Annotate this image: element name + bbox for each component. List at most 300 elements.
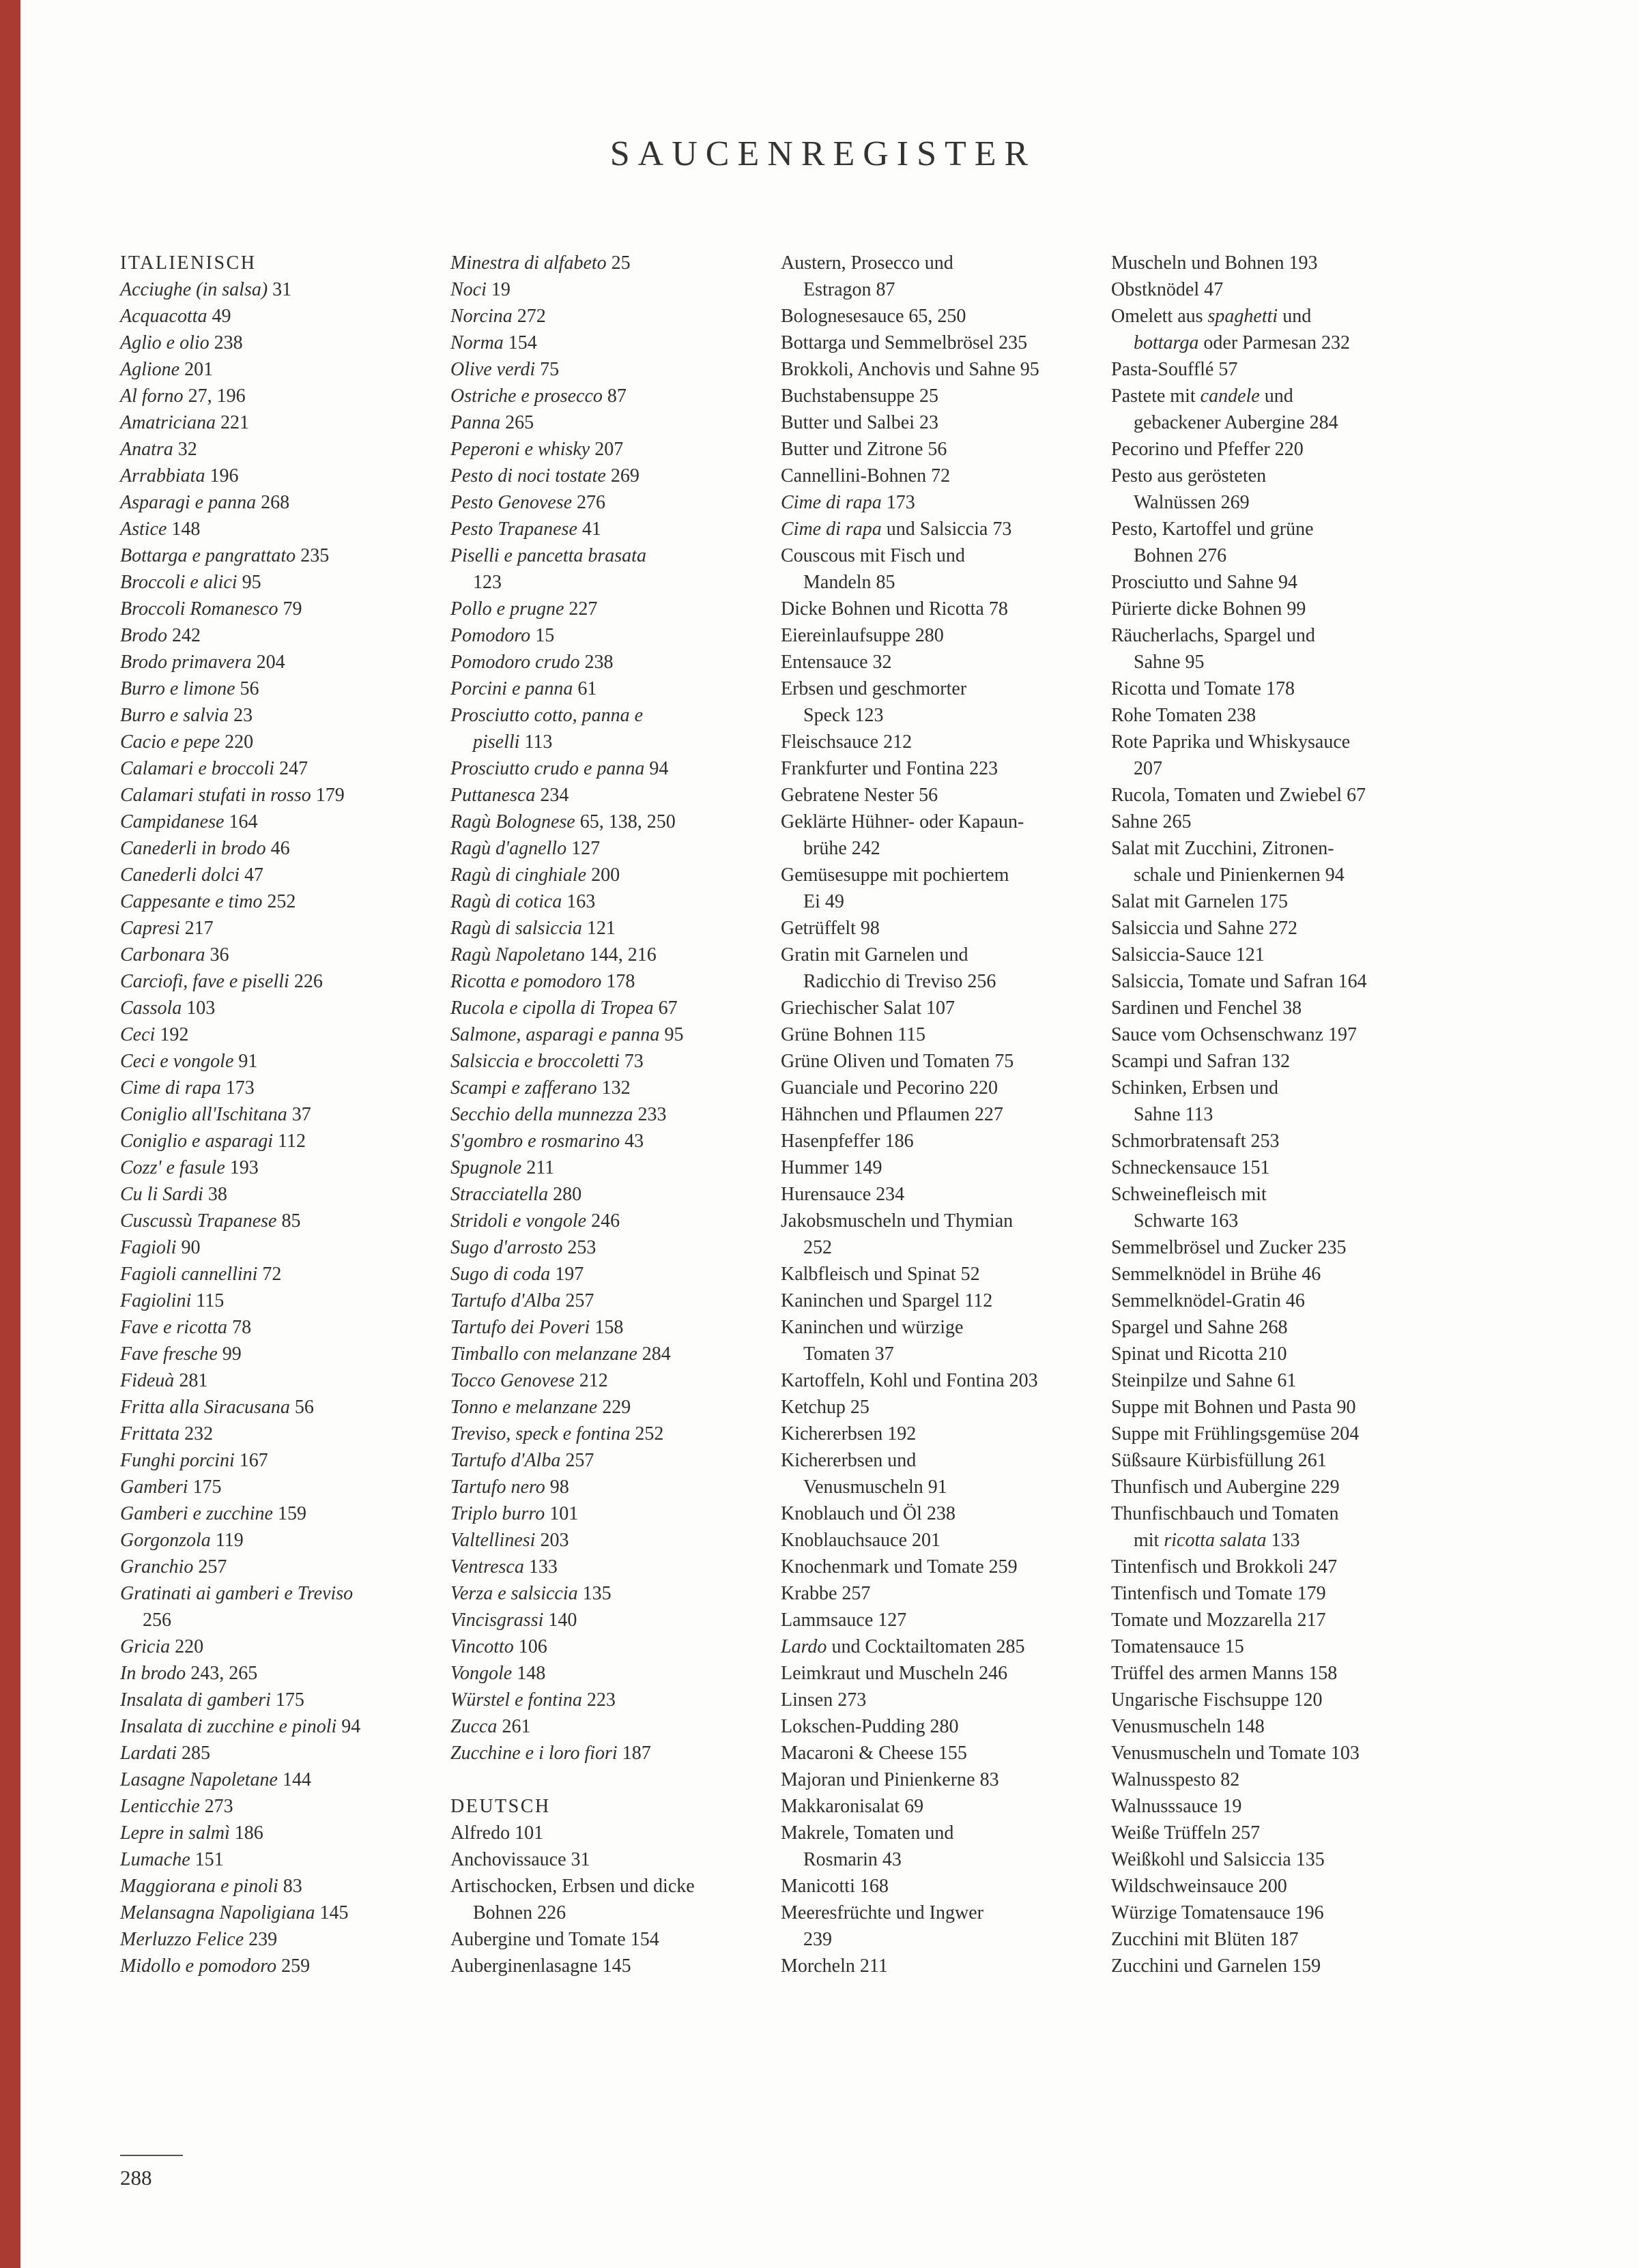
entry-page-ref: 164 [224, 811, 258, 832]
index-entry-line [450, 649, 760, 675]
entry-page-ref: 25 [845, 1397, 870, 1418]
entry-text: Venusmuscheln [803, 1477, 923, 1498]
index-entry-line [781, 782, 1091, 809]
entry-text: Semmelknödel-Gratin [1111, 1290, 1281, 1311]
index-entry-line [120, 729, 430, 755]
index-entry-line [781, 569, 1091, 596]
index-entry-line [450, 1953, 760, 1979]
entry-text: Mandeln [803, 572, 872, 593]
index-entry-line [1111, 1128, 1421, 1154]
entry-page-ref: 201 [907, 1530, 941, 1551]
index-entry-line [120, 1713, 430, 1740]
entry-page-ref: 38 [1278, 998, 1302, 1019]
entry-text: Obstknödel [1111, 279, 1200, 300]
index-entry-line [781, 1341, 1091, 1367]
index-entry-line [1111, 729, 1421, 755]
entry-text: Räucherlachs, Spargel und [1111, 625, 1315, 646]
entry-page-ref: 175 [1254, 891, 1288, 912]
entry-text: Lokschen-Pudding [781, 1716, 925, 1737]
entry-text: brühe [803, 838, 847, 859]
index-entry-line [120, 1500, 430, 1527]
entry-text: Gebratene Nester [781, 785, 915, 806]
entry-page-ref: 87 [602, 386, 627, 407]
index-entry-line [120, 1926, 430, 1953]
index-entry-line [781, 1926, 1091, 1953]
entry-page-ref: 112 [273, 1131, 306, 1152]
index-entry-line [450, 542, 760, 569]
entry-page-ref: 75 [990, 1051, 1014, 1072]
entry-page-ref: 265 [1158, 811, 1192, 832]
entry-text: Broccoli e alici [120, 572, 238, 593]
index-entry-line [450, 1713, 760, 1740]
index-entry-line [450, 1607, 760, 1633]
entry-page-ref: 133 [1266, 1530, 1300, 1551]
entry-text: Tomatensauce [1111, 1636, 1220, 1657]
entry-text: Anchovissauce [450, 1849, 566, 1870]
index-entry-line [781, 1021, 1091, 1048]
index-entry-line [450, 569, 760, 596]
entry-text: Cannellini-Bohnen [781, 465, 927, 486]
entry-text: Burro e limone [120, 678, 235, 699]
index-entry-line [450, 1846, 760, 1873]
entry-text: Radicchio di Treviso [803, 971, 963, 992]
entry-page-ref: 149 [848, 1157, 882, 1178]
index-entry-line [781, 1367, 1091, 1394]
index-entry-line [781, 1633, 1091, 1660]
index-entry-line [1111, 1208, 1421, 1234]
index-entry-line [450, 862, 760, 888]
entry-page-ref: 196 [1290, 1902, 1324, 1923]
entry-page-ref: 113 [1180, 1104, 1213, 1125]
entry-text: Granchio [120, 1556, 194, 1578]
entry-text: Sardinen und Fenchel [1111, 998, 1278, 1019]
entry-page-ref: 25 [914, 386, 938, 407]
entry-page-ref: 192 [155, 1024, 189, 1045]
entry-page-ref: 211 [854, 1956, 888, 1977]
entry-text: Prosciutto und Sahne [1111, 572, 1274, 593]
entry-text: Coniglio all'Ischitana [120, 1104, 287, 1125]
index-entry-line [1111, 622, 1421, 649]
entry-text: Salsiccia, Tomate und Safran [1111, 971, 1334, 992]
index-entry-line [1111, 489, 1421, 516]
entry-page-ref: 46 [1280, 1290, 1305, 1311]
index-entry-line [781, 1607, 1091, 1633]
index-entry-line [1111, 276, 1421, 303]
entry-page-ref: 281 [174, 1370, 208, 1391]
entry-text: Secchio della munnezza [450, 1104, 633, 1125]
entry-text: Knoblauchsauce [781, 1530, 908, 1551]
entry-page-ref: 252 [803, 1237, 832, 1258]
index-entry-line [120, 463, 430, 489]
index-section-header: DEUTSCH [450, 1796, 551, 1817]
entry-text: Manicotti [781, 1876, 855, 1897]
entry-text: Würzige Tomatensauce [1111, 1902, 1291, 1923]
index-entry-line [1111, 1633, 1421, 1660]
entry-page-ref: 154 [625, 1929, 659, 1950]
index-entry-line [781, 968, 1091, 995]
entry-text: Weiße Trüffeln [1111, 1822, 1227, 1844]
index-entry-line [120, 1101, 430, 1128]
entry-text: Thunfischbauch und Tomaten [1111, 1503, 1339, 1524]
entry-text: Ceci [120, 1024, 156, 1045]
entry-text: Tartufo d'Alba [450, 1450, 561, 1471]
index-entry-line [450, 1367, 760, 1394]
entry-page-ref: 23 [229, 705, 253, 726]
entry-page-ref: 69 [900, 1796, 924, 1817]
entry-page-ref: 123 [473, 572, 502, 593]
entry-page-ref: 235 [296, 545, 330, 566]
entry-text: Hurensauce [781, 1184, 872, 1205]
entry-page-ref: 52 [956, 1264, 980, 1285]
entry-text: Estragon [803, 279, 872, 300]
index-entry-line [781, 1500, 1091, 1527]
entry-text: Makrele, Tomaten und [781, 1822, 954, 1844]
entry-page-ref: 163 [1205, 1210, 1239, 1232]
index-entry-line [120, 968, 430, 995]
entry-page-ref: 32 [173, 439, 197, 460]
entry-text: Norcina [450, 306, 513, 327]
entry-text: bottarga [1134, 332, 1199, 353]
entry-page-ref: 94 [644, 758, 669, 779]
entry-page-ref: 90 [1332, 1397, 1356, 1418]
entry-text: spaghetti [1207, 306, 1278, 327]
entry-text: Guanciale und Pecorino [781, 1077, 965, 1099]
entry-page-ref: 234 [535, 785, 569, 806]
entry-page-ref: 140 [543, 1610, 577, 1631]
entry-page-ref: 280 [548, 1184, 582, 1205]
entry-page-ref: 32 [867, 652, 892, 673]
entry-page-ref: 238 [209, 332, 243, 353]
index-entry-line [120, 1154, 430, 1181]
entry-page-ref: 144, 216 [584, 944, 657, 965]
entry-page-ref: 239 [244, 1929, 278, 1950]
entry-page-ref: 38 [203, 1184, 227, 1205]
entry-page-ref: 15 [530, 625, 555, 646]
entry-page-ref: 75 [535, 359, 560, 380]
entry-page-ref: 203 [1004, 1370, 1038, 1391]
entry-page-ref: 252 [262, 891, 296, 912]
index-entry-line [781, 755, 1091, 782]
index-entry-line [450, 782, 760, 809]
entry-text: Rucola, Tomaten und Zwiebel [1111, 785, 1342, 806]
entry-page-ref: 127 [873, 1610, 907, 1631]
entry-text: Weißkohl und Salsiccia [1111, 1849, 1291, 1870]
index-entry-line [450, 1474, 760, 1500]
entry-page-ref: 119 [210, 1530, 244, 1551]
index-entry-line [120, 1820, 430, 1846]
index-entry-line [781, 1181, 1091, 1208]
entry-text: Buchstabensuppe [781, 386, 915, 407]
index-entry-line [781, 835, 1091, 862]
entry-text: Wildschweinsauce [1111, 1876, 1254, 1897]
index-entry-line [781, 276, 1091, 303]
index-entry-line [1111, 1075, 1421, 1101]
index-entry-line [450, 702, 760, 729]
entry-text: und Cocktailtomaten [827, 1636, 992, 1657]
entry-text: gebackener Aubergine [1134, 412, 1305, 433]
entry-page-ref: 200 [586, 864, 620, 886]
entry-page-ref: 61 [1272, 1370, 1297, 1391]
entry-page-ref: 78 [227, 1317, 252, 1338]
entry-page-ref: 280 [925, 1716, 959, 1737]
entry-page-ref: 95 [237, 572, 261, 593]
entry-text: Aglione [120, 359, 180, 380]
index-entry-line [781, 1474, 1091, 1500]
index-entry-line [120, 303, 430, 330]
entry-page-ref: 101 [510, 1822, 544, 1844]
index-entry-line [120, 276, 430, 303]
entry-text: Prosciutto cotto, panna e [450, 705, 644, 726]
index-entry-line [120, 1900, 430, 1926]
entry-page-ref: 167 [234, 1450, 268, 1471]
entry-text: Couscous mit Fisch und [781, 545, 965, 566]
entry-page-ref: 273 [833, 1689, 867, 1711]
index-entry-line [1111, 1873, 1421, 1900]
entry-text: Linsen [781, 1689, 833, 1711]
entry-text: Kichererbsen und [781, 1450, 917, 1471]
entry-text: Sahne [1134, 1104, 1181, 1125]
entry-page-ref: 220 [964, 1077, 998, 1099]
entry-text: Vincisgrassi [450, 1610, 544, 1631]
entry-page-ref: 94 [336, 1716, 361, 1737]
entry-page-ref: 120 [1289, 1689, 1323, 1711]
entry-page-ref: 56 [235, 678, 259, 699]
entry-text: Kichererbsen [781, 1423, 883, 1444]
entry-text: Gorgonzola [120, 1530, 211, 1551]
entry-page-ref: 234 [871, 1184, 905, 1205]
entry-text: Tintenfisch und Brokkoli [1111, 1556, 1304, 1578]
entry-text: Peperoni e whisky [450, 439, 590, 460]
index-entry-line [781, 330, 1091, 356]
index-entry-line [120, 1447, 430, 1474]
entry-text: Scampi und Safran [1111, 1051, 1257, 1072]
entry-page-ref: 158 [1304, 1663, 1338, 1684]
entry-text: Speck [803, 705, 850, 726]
entry-text: Eiereinlaufsuppe [781, 625, 910, 646]
entry-page-ref: 91 [233, 1051, 258, 1072]
index-entry-line [781, 489, 1091, 516]
entry-page-ref: 46 [265, 838, 290, 859]
index-entry-line [120, 1873, 430, 1900]
entry-page-ref: 256 [962, 971, 996, 992]
entry-text: Asparagi e panna [120, 492, 257, 513]
index-entry-line [450, 1154, 760, 1181]
index-entry-line [120, 409, 430, 436]
index-entry-line [781, 1261, 1091, 1288]
entry-text: Ei [803, 891, 820, 912]
index-entry-line [1111, 1261, 1421, 1288]
entry-page-ref: 196 [205, 465, 239, 486]
index-entry-line [450, 675, 760, 702]
index-entry-line [450, 1128, 760, 1154]
entry-text: Melansagna Napoligiana [120, 1902, 315, 1923]
entry-page-ref: 217 [179, 918, 214, 939]
index-entry-line [120, 330, 430, 356]
index-entry-line [1111, 356, 1421, 383]
index-entry-line [450, 1234, 760, 1261]
entry-page-ref: 269 [1216, 492, 1250, 513]
entry-text: Porcini e panna [450, 678, 573, 699]
index-entry-line [1111, 303, 1421, 330]
index-entry-line [1111, 463, 1421, 489]
index-entry-line [120, 1527, 430, 1554]
index-entry-line [120, 942, 430, 968]
index-entry-line [450, 755, 760, 782]
entry-page-ref: 27, 196 [183, 386, 246, 407]
entry-text: Gratinati ai gamberi e Treviso [120, 1583, 354, 1604]
index-entry-line [1111, 675, 1421, 702]
entry-page-ref: 144 [278, 1769, 311, 1790]
entry-page-ref: 151 [1236, 1157, 1270, 1178]
index-entry-line [120, 1793, 430, 1820]
entry-text: Funghi porcini [120, 1450, 235, 1471]
index-entry-line [781, 463, 1091, 489]
index-entry-line [120, 1048, 430, 1075]
entry-page-ref: 41 [577, 519, 601, 540]
index-entry-line [1111, 1421, 1421, 1447]
entry-text: Butter und Zitrone [781, 439, 923, 460]
entry-text: Majoran und Pinienkerne [781, 1769, 975, 1790]
entry-text: Pesto Trapanese [450, 519, 577, 540]
entry-text: Steinpilze und Sahne [1111, 1370, 1273, 1391]
index-entry-line [450, 276, 760, 303]
entry-text: Astice [120, 519, 167, 540]
entry-page-ref: 94 [1320, 864, 1345, 886]
entry-text: Lardati [120, 1743, 177, 1764]
index-entry-line [1111, 1767, 1421, 1793]
index-entry-line [450, 250, 760, 276]
entry-page-ref: 148 [512, 1663, 546, 1684]
entry-text: Fave fresche [120, 1343, 218, 1365]
entry-text: Gricia [120, 1636, 171, 1657]
index-entry-line [1111, 1341, 1421, 1367]
entry-text: Rucola e cipolla di Tropea [450, 998, 654, 1019]
entry-text: Coniglio e asparagi [120, 1131, 274, 1152]
entry-page-ref: 235 [1312, 1237, 1347, 1258]
entry-page-ref: 132 [1256, 1051, 1291, 1072]
entry-page-ref: 19 [486, 279, 511, 300]
entry-text: Kaninchen und würzige [781, 1317, 964, 1338]
footer-rule [120, 2155, 183, 2156]
entry-page-ref: 285 [991, 1636, 1025, 1657]
index-entry-line [120, 782, 430, 809]
entry-text: Lumache [120, 1849, 190, 1870]
index-entry-line [1111, 1660, 1421, 1687]
entry-page-ref: 239 [803, 1929, 832, 1950]
entry-page-ref: 201 [179, 359, 214, 380]
index-entry-line [1111, 1021, 1421, 1048]
index-entry-line [1111, 1793, 1421, 1820]
index-entry-line [120, 1633, 430, 1660]
entry-page-ref: 37 [870, 1343, 894, 1365]
entry-text: Puttanesca [450, 785, 536, 806]
index-entry-line [120, 995, 430, 1021]
index-entry-line [450, 1288, 760, 1314]
index-entry-line [781, 1793, 1091, 1820]
index-entry-line [1111, 1687, 1421, 1713]
entry-text: Kaninchen und Spargel [781, 1290, 960, 1311]
entry-text: Al forno [120, 386, 184, 407]
index-entry-line [450, 915, 760, 942]
entry-text: Piselli e pancetta brasata [450, 545, 646, 566]
entry-text: Cozz' e fasule [120, 1157, 225, 1178]
entry-text: Kartoffeln, Kohl und Fontina [781, 1370, 1005, 1391]
entry-text: Spugnole [450, 1157, 522, 1178]
index-entry-line [1111, 809, 1421, 835]
entry-page-ref: 259 [276, 1956, 311, 1977]
index-entry-line [1111, 888, 1421, 915]
entry-text: Bohnen [1134, 545, 1194, 566]
entry-text: Noci [450, 279, 487, 300]
index-entry-line [450, 1873, 760, 1900]
entry-text: Treviso, speck e fontina [450, 1423, 631, 1444]
entry-text: Rohe Tomaten [1111, 705, 1223, 726]
entry-page-ref: 259 [983, 1556, 1018, 1578]
entry-text: Zucchini und Garnelen [1111, 1956, 1288, 1977]
entry-page-ref: 31 [566, 1849, 590, 1870]
index-entry-line [450, 1101, 760, 1128]
entry-page-ref: 242 [167, 625, 201, 646]
index-entry-line [450, 1660, 760, 1687]
index-entry-line [120, 1367, 430, 1394]
index-entry-line [1111, 1607, 1421, 1633]
entry-text: Amatriciana [120, 412, 216, 433]
index-entry-line [781, 729, 1091, 755]
entry-text: Ragù di salsiccia [450, 918, 582, 939]
entry-page-ref: 178 [1261, 678, 1295, 699]
entry-text: Ventresca [450, 1556, 524, 1578]
entry-page-ref: 127 [566, 838, 601, 859]
index-entry-line [1111, 1820, 1421, 1846]
entry-page-ref: 46 [1297, 1264, 1321, 1285]
entry-page-ref: 90 [176, 1237, 201, 1258]
index-entry-line [1111, 1181, 1421, 1208]
entry-page-ref: 220 [220, 731, 254, 753]
entry-page-ref: 95 [1015, 359, 1039, 380]
index-entry-line [450, 356, 760, 383]
entry-text: Olive verdi [450, 359, 536, 380]
entry-text: Vongole [450, 1663, 513, 1684]
index-entry-line [450, 1048, 760, 1075]
entry-text: Venusmuscheln und Tomate [1111, 1743, 1326, 1764]
index-entry-line [450, 729, 760, 755]
entry-page-ref: 207 [590, 439, 624, 460]
index-entry-line [450, 489, 760, 516]
entry-text: Lammsauce [781, 1610, 874, 1631]
entry-text: Pesto di noci tostate [450, 465, 606, 486]
entry-text: Tomate und Mozzarella [1111, 1610, 1293, 1631]
index-entry-line [1111, 782, 1421, 809]
entry-text: Venusmuscheln [1111, 1716, 1231, 1737]
index-entry-line [781, 250, 1091, 276]
index-entry-line [120, 915, 430, 942]
entry-text: Morcheln [781, 1956, 855, 1977]
entry-text: Panna [450, 412, 501, 433]
index-entry-line [781, 942, 1091, 968]
index-entry-line [781, 1128, 1091, 1154]
entry-text: Acciughe (in salsa) [120, 279, 268, 300]
entry-text: Bottarga e pangrattato [120, 545, 296, 566]
entry-text: Kalbfleisch und Spinat [781, 1264, 956, 1285]
entry-page-ref: 220 [170, 1636, 204, 1657]
entry-page-ref: 252 [630, 1423, 664, 1444]
entry-page-ref: 247 [274, 758, 308, 779]
entry-page-ref: 246 [974, 1663, 1008, 1684]
entry-text: Calamari e broccoli [120, 758, 275, 779]
entry-page-ref: 98 [545, 1477, 569, 1498]
entry-text: Ragù Bolognese [450, 811, 575, 832]
index-entry-line [1111, 1500, 1421, 1527]
